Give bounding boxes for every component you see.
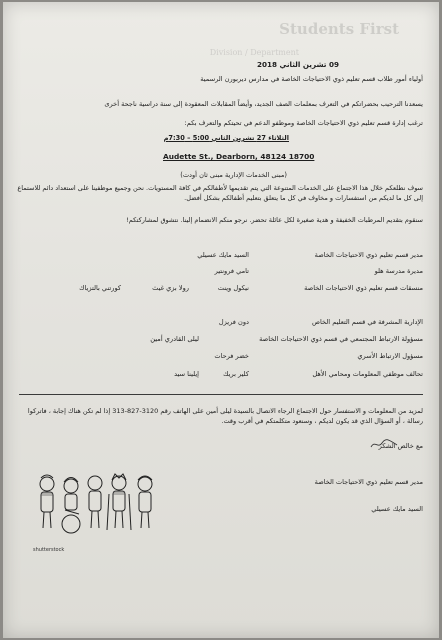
intro-line-2: ترغب إدارة قسم تعليم ذوي الاحتياجات الخاصة وموظفو الدعم في تحيتكم والتعرف بكم: xyxy=(184,119,423,127)
greeting-line: أولياء أمور طلاب قسم تعليم ذوي الاحتياجات الخاصة في مدارس ديربورن الرسمية xyxy=(200,75,423,83)
event-address: Audette St., Dearborn, 48124 18700 xyxy=(163,152,315,161)
staff-role: مسؤولة الارتباط المجتمعي في قسم ذوي الاحتياجات الخاصة xyxy=(259,335,423,343)
letterhead-watermark: Students First xyxy=(279,20,399,38)
intro-line-1: يسعدنا الترحيب بحضراتكم في التعرف بمعلمات الصف الجديد، وأيضاً المقابلات المعقودة إلى سنة دراسية ناجحة أخرى xyxy=(104,100,423,108)
divider xyxy=(19,394,423,395)
staff-name: رولا بزي غيث xyxy=(152,284,189,292)
signature-name: السيد مايك عسيلي xyxy=(371,505,423,513)
staff-role: مديرة مدرسة هلو xyxy=(374,267,423,275)
body-paragraph: سوف نطلعكم خلال هذا الاجتماع على الخدمات المتنوعة التي يتم تقديمها لأطفالكم في كافة المستويات. نحن وجميع موظفينا على استعداد دائم للاستماع إلى كل ما لديكم من استفسارات و مخاوف في كل ما يتعلق بتعليم أطفالكم بشكل أفضل. xyxy=(17,184,423,202)
children-illustration xyxy=(33,470,161,542)
staff-role: مسؤول الارتباط الأسري xyxy=(357,352,423,360)
staff-name: السيد مايك عسيلي xyxy=(197,251,249,259)
signature-mark xyxy=(369,438,399,450)
staff-name: كورتني بالتزياك xyxy=(79,284,121,292)
staff-role: الإدارية المشرفة في قسم التعليم الخاص xyxy=(312,318,423,326)
event-place: (مبنى الخدمات الإدارية مبنى ثان أودت) xyxy=(180,171,287,179)
refreshments-line: سنقوم بتقديم المرطبات الخفيفة و هدية صغيرة لكل عائلة تحضر. نرجو منكم الانضمام إلينا. نتشوق لمشاركتكم! xyxy=(126,216,423,224)
staff-name: ليلى القادري أمين xyxy=(150,335,199,343)
event-time: الثلاثاء 27 تشرين الثاني 5:00 – 7:30م xyxy=(163,134,289,142)
staff-name: نيكول وينت xyxy=(217,284,249,292)
staff-name: كلير بريك xyxy=(223,370,249,378)
signature-role: مدير قسم تعليم ذوي الاحتياجات الخاصة xyxy=(314,478,423,486)
stock-watermark: shutterstock xyxy=(33,547,65,553)
contact-paragraph: لمزيد من المعلومات و الاستفسار حول الاجتماع الرجاء الاتصال بالسيدة ليلى أمين على الهاتف رقم 3120-827-313 إذا لم تكن هناك إجابة ، فاتركوا رسالة ، أو السؤال الذي قد يكون لديكم ، وسنعود متكلمتكم في أقرب وقت. xyxy=(27,407,423,425)
closing-line: مع خالص الشكر xyxy=(378,442,423,450)
staff-role: منسقات قسم تعليم ذوي الاحتياجات الخاصة xyxy=(304,284,423,292)
staff-name: دون فريزل xyxy=(218,318,249,326)
signature-scribble xyxy=(369,438,399,452)
staff-role: مدير قسم تعليم ذوي الاحتياجات الخاصة xyxy=(314,251,423,259)
letter-page xyxy=(3,2,439,638)
letter-date: 09 تشرين الثاني 2018 xyxy=(257,60,339,69)
staff-name: خضر فرحات xyxy=(214,352,249,360)
letterhead-watermark-sub: Division / Department xyxy=(209,48,299,57)
staff-role: تحالف موظفي المعلومات ومحامي الأهل xyxy=(312,370,423,378)
staff-name: تامي فرونتير xyxy=(214,267,249,275)
staff-name: إيلينا سيد xyxy=(174,370,199,378)
